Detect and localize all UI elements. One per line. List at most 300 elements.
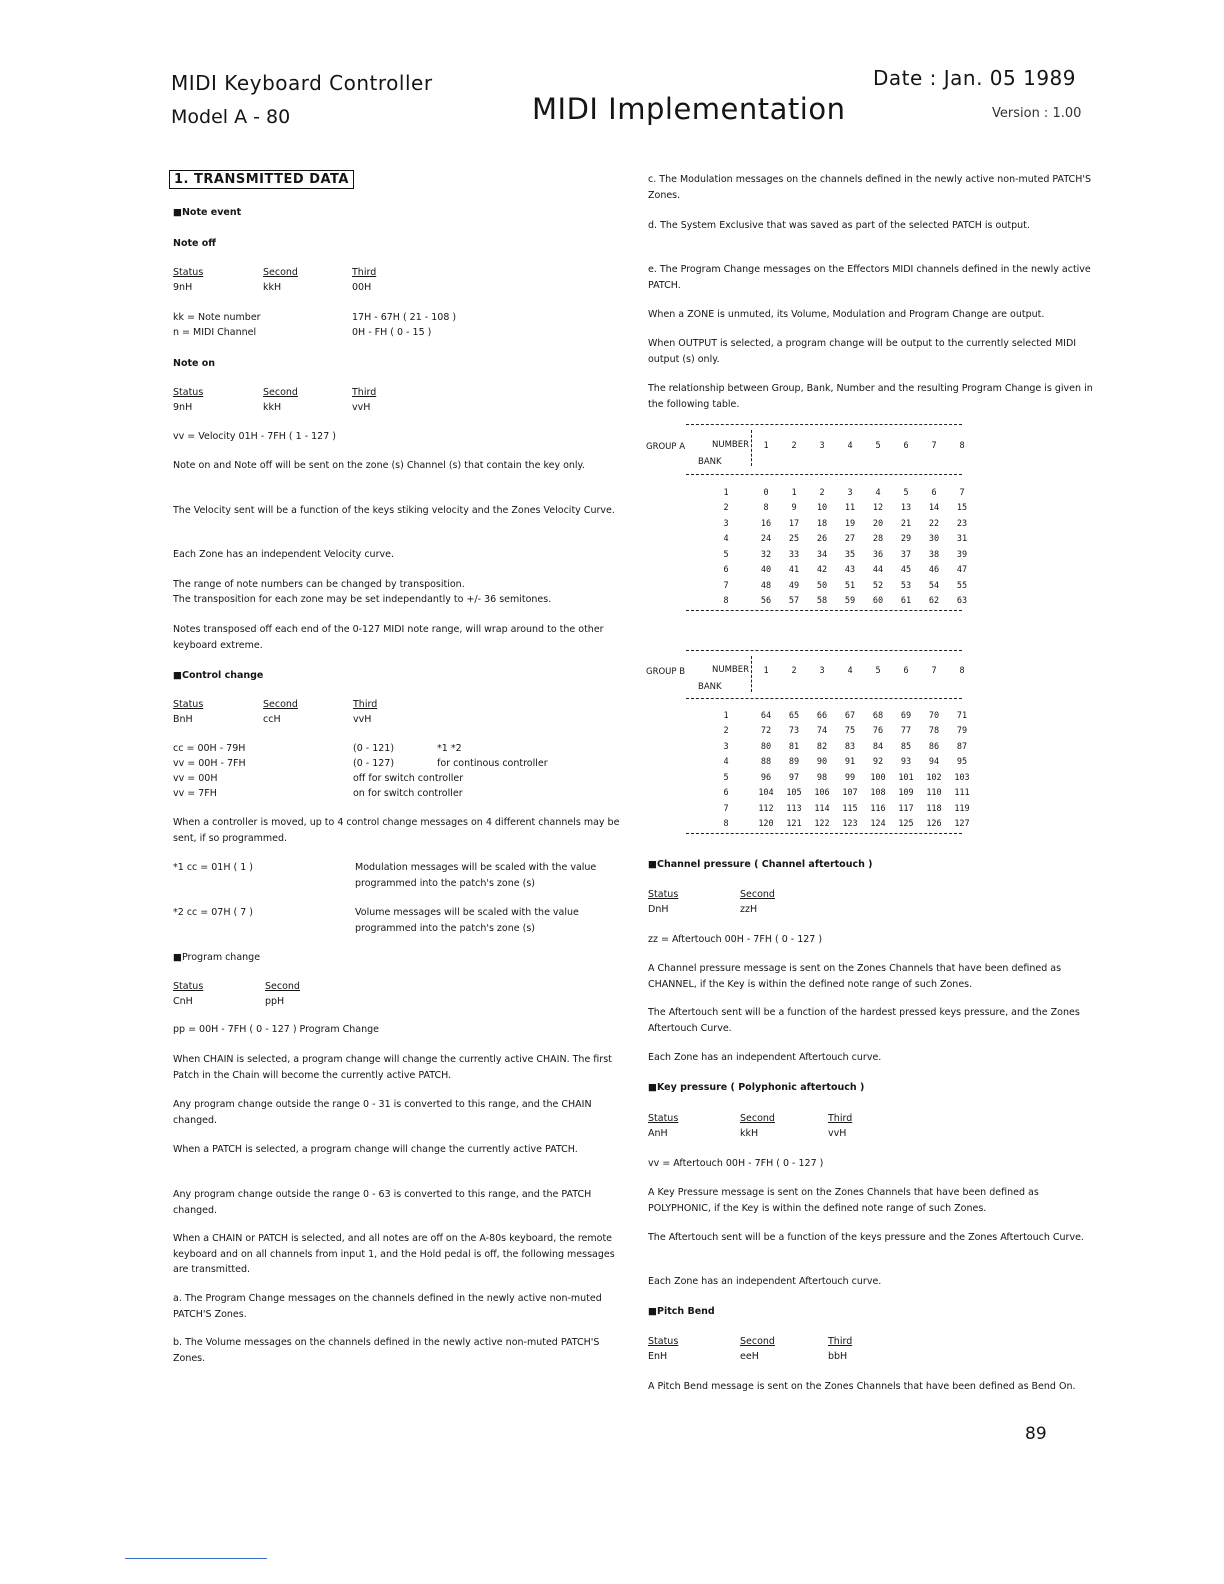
table-cell: 103	[954, 772, 970, 783]
table-cell: 95	[956, 757, 968, 768]
table-row	[700, 817, 976, 833]
kp-third-value: vvH	[828, 1128, 847, 1139]
table-cell: 55	[956, 580, 968, 591]
cc-def-range: (0 - 127)	[353, 758, 395, 769]
cc-footnote-2-text: Volume messages will be scaled with the value programmed into the patch's zone (s)	[355, 907, 579, 934]
table-cell: 112	[758, 803, 774, 814]
table-cell: 94	[928, 757, 940, 768]
pb-third-header: Third	[828, 1336, 853, 1347]
table-cell: 93	[900, 757, 912, 768]
column-header: 8	[959, 665, 965, 676]
note-on-third-header: Third	[352, 387, 377, 398]
table-cell: 114	[814, 803, 830, 814]
table-cell: 70	[928, 710, 940, 721]
table-cell: 72	[760, 726, 772, 737]
model-name: Model A - 80	[171, 106, 291, 128]
table-cell: 116	[870, 803, 886, 814]
table-cell: 109	[898, 788, 914, 799]
pc-status-value: CnH	[173, 996, 193, 1007]
pc-second-value: ppH	[265, 996, 285, 1007]
table-cell: 84	[872, 741, 884, 752]
note-off-status-header: Status	[173, 267, 204, 278]
channel-pressure-heading: ■Channel pressure ( Channel aftertouch )	[648, 859, 873, 870]
table-rule	[686, 698, 962, 699]
column-header: 5	[875, 665, 881, 676]
cc-footnote-1-text: Modulation messages will be scaled with the value programmed into the patch's zone (s)	[355, 862, 597, 889]
table-cell: 27	[844, 534, 856, 545]
bank-cell: 8	[723, 596, 729, 607]
column-header: 4	[847, 440, 853, 451]
table-cell: 51	[844, 580, 856, 591]
table-cell: 64	[760, 710, 772, 721]
pc-second-header: Second	[265, 981, 300, 992]
table-cell: 81	[788, 741, 800, 752]
table-cell: 83	[844, 741, 856, 752]
column-header: 4	[847, 665, 853, 676]
list-item: b. The Volume messages on the channels defined in the newly active non-muted PATCH'S Zones.	[173, 1337, 600, 1364]
page-title: MIDI Implementation	[532, 92, 846, 126]
column-header: 2	[791, 665, 797, 676]
table-cell: 97	[788, 772, 800, 783]
table-rule	[686, 650, 962, 651]
table-cell: 122	[814, 819, 830, 830]
bank-cell: 1	[723, 710, 729, 721]
cc-second-header: Second	[263, 699, 298, 710]
table-cell: 127	[954, 819, 970, 830]
table-cell: 49	[788, 580, 800, 591]
table-cell: 88	[760, 757, 772, 768]
paragraph: The Aftertouch sent will be a function of the keys pressure and the Zones Aftertouch Curve.	[648, 1232, 1084, 1243]
table-row	[700, 724, 976, 740]
velocity-def: vv = Velocity 01H - 7FH ( 1 - 127 )	[173, 431, 336, 442]
document-version: Version : 1.00	[992, 106, 1082, 121]
table-cell: 108	[870, 788, 886, 799]
table-cell: 39	[956, 549, 968, 560]
table-cell: 53	[900, 580, 912, 591]
table-cell: 119	[954, 803, 970, 814]
table-cell: 2	[819, 487, 825, 498]
bank-cell: 5	[723, 772, 729, 783]
table-row	[700, 532, 976, 548]
note-on-second-value: kkH	[263, 402, 282, 413]
table-cell: 117	[898, 803, 914, 814]
table-cell: 31	[956, 534, 968, 545]
paragraph: When a CHAIN or PATCH is selected, and all notes are off on the A-80s keyboard, the remote keyboard and on all channels from input 1, and the Hold pedal is off, the following messages are transmitted.	[173, 1233, 615, 1275]
paragraph: The Aftertouch sent will be a function of the hardest pressed keys pressure, and the Zones Aftertouch Curve.	[648, 1007, 1080, 1034]
program-change-heading: ■Program change	[173, 952, 261, 963]
table-cell: 63	[956, 596, 968, 607]
column-header: 8	[959, 440, 965, 451]
cc-third-header: Third	[353, 699, 378, 710]
column-header: 7	[931, 665, 937, 676]
bank-cell: 7	[723, 803, 729, 814]
bank-cell: 8	[723, 819, 729, 830]
note-number-def-value: 17H - 67H ( 21 - 108 )	[352, 312, 457, 323]
paragraph: Each Zone has an independent Aftertouch curve.	[648, 1276, 882, 1287]
table-rule	[686, 474, 962, 475]
column-header: 7	[931, 440, 937, 451]
table-row	[700, 755, 976, 771]
table-cell: 78	[928, 726, 940, 737]
table-cell: 69	[900, 710, 912, 721]
table-row	[700, 708, 976, 724]
note-on-status-header: Status	[173, 387, 204, 398]
cc-def-note: off for switch controller	[353, 773, 464, 784]
table-cell: 36	[872, 549, 884, 560]
group-a-number-header	[752, 438, 976, 454]
square-bullet-icon: ■	[648, 1306, 657, 1317]
table-cell: 106	[814, 788, 830, 799]
note-number-def-label: kk = Note number	[173, 312, 261, 323]
table-cell: 104	[758, 788, 774, 799]
cc-def-note: for continous controller	[437, 758, 548, 769]
table-cell: 89	[788, 757, 800, 768]
column-header: 1	[763, 440, 769, 451]
table-row	[700, 547, 976, 563]
cc-def-label: vv = 00H - 7FH	[173, 758, 246, 769]
table-cell: 57	[788, 596, 800, 607]
paragraph: Any program change outside the range 0 - 31 is converted to this range, and the CHAIN changed.	[173, 1099, 592, 1126]
bank-cell: 3	[723, 518, 729, 529]
table-row	[700, 801, 976, 817]
group-b-number-header	[752, 663, 976, 679]
square-bullet-icon: ■	[173, 207, 182, 218]
table-row	[700, 739, 976, 755]
cc-def-label: vv = 00H	[173, 773, 218, 784]
table-row	[700, 485, 976, 501]
note-on-status-value: 9nH	[173, 402, 193, 413]
table-cell: 4	[875, 487, 881, 498]
cp-status-header: Status	[648, 889, 679, 900]
table-cell: 17	[788, 518, 800, 529]
table-cell: 24	[760, 534, 772, 545]
paragraph: When OUTPUT is selected, a program change will be output to the currently selected MIDI output (s) only.	[648, 338, 1077, 365]
table-cell: 3	[847, 487, 853, 498]
table-cell: 44	[872, 565, 884, 576]
table-cell: 82	[816, 741, 828, 752]
cc-def-range: (0 - 121)	[353, 743, 395, 754]
note-event-heading: ■Note event	[173, 207, 242, 218]
paragraph: A Key Pressure message is sent on the Zones Channels that have been defined as POLYPHONIC, if the Key is within the defined note range of such Zones.	[648, 1187, 1039, 1214]
table-cell: 65	[788, 710, 800, 721]
table-cell: 12	[872, 503, 884, 514]
table-cell: 14	[928, 503, 940, 514]
table-cell: 92	[872, 757, 884, 768]
table-cell: 54	[928, 580, 940, 591]
table-row	[700, 516, 976, 532]
table-cell: 105	[786, 788, 802, 799]
table-cell: 107	[842, 788, 858, 799]
table-row	[700, 578, 976, 594]
paragraph: The relationship between Group, Bank, Number and the resulting Program Change is given in the following table.	[648, 383, 1093, 410]
table-cell: 67	[844, 710, 856, 721]
table-cell: 42	[816, 565, 828, 576]
paragraph: The range of note numbers can be changed by transposition.	[173, 579, 465, 590]
table-cell: 86	[928, 741, 940, 752]
bank-cell: 3	[723, 741, 729, 752]
square-bullet-icon: ■	[173, 952, 182, 963]
column-header: 3	[819, 440, 825, 451]
bank-cell: 4	[723, 534, 729, 545]
bank-cell: 1	[723, 487, 729, 498]
table-cell: 102	[926, 772, 942, 783]
cc-status-header: Status	[173, 699, 204, 710]
table-cell: 66	[816, 710, 828, 721]
cc-footnote-2-label: *2 cc = 07H ( 7 )	[173, 907, 254, 918]
page-number: 89	[1025, 1424, 1047, 1444]
cc-third-value: vvH	[353, 714, 372, 725]
bank-cell: 4	[723, 757, 729, 768]
paragraph: Each Zone has an independent Aftertouch curve.	[648, 1052, 882, 1063]
table-cell: 20	[872, 518, 884, 529]
table-cell: 34	[816, 549, 828, 560]
table-row	[700, 770, 976, 786]
table-cell: 7	[959, 487, 965, 498]
table-cell: 47	[956, 565, 968, 576]
square-bullet-icon: ■	[173, 670, 182, 681]
table-cell: 126	[926, 819, 942, 830]
bank-cell: 6	[723, 788, 729, 799]
note-on-third-value: vvH	[352, 402, 371, 413]
list-item: a. The Program Change messages on the channels defined in the newly active non-muted PATCH'S Zones.	[173, 1293, 602, 1320]
table-cell: 59	[844, 596, 856, 607]
kp-status-header: Status	[648, 1113, 679, 1124]
table-cell: 98	[816, 772, 828, 783]
table-cell: 87	[956, 741, 968, 752]
column-header: 6	[903, 440, 909, 451]
table-cell: 77	[900, 726, 912, 737]
column-header: 1	[763, 665, 769, 676]
table-cell: 23	[956, 518, 968, 529]
table-cell: 96	[760, 772, 772, 783]
note-off-third-value: 00H	[352, 282, 372, 293]
pitch-bend-heading: ■Pitch Bend	[648, 1306, 715, 1317]
table-cell: 41	[788, 565, 800, 576]
table-cell: 38	[928, 549, 940, 560]
table-cell: 80	[760, 741, 772, 752]
table-rule	[686, 610, 962, 611]
list-item: d. The System Exclusive that was saved as part of the selected PATCH is output.	[648, 220, 1030, 231]
cc-status-value: BnH	[173, 714, 193, 725]
group-a-body	[700, 485, 976, 609]
group-a-label: GROUP A	[646, 442, 686, 452]
product-name: MIDI Keyboard Controller	[171, 71, 433, 95]
cc-def-label: vv = 7FH	[173, 788, 217, 799]
table-cell: 123	[842, 819, 858, 830]
midi-channel-def-label: n = MIDI Channel	[173, 327, 257, 338]
paragraph: Each Zone has an independent Velocity curve.	[173, 549, 394, 560]
table-cell: 121	[786, 819, 802, 830]
table-cell: 11	[844, 503, 856, 514]
kp-second-value: kkH	[740, 1128, 759, 1139]
table-cell: 46	[928, 565, 940, 576]
table-cell: 21	[900, 518, 912, 529]
table-cell: 5	[903, 487, 909, 498]
table-cell: 73	[788, 726, 800, 737]
table-cell: 26	[816, 534, 828, 545]
square-bullet-icon: ■	[648, 1082, 657, 1093]
table-cell: 74	[816, 726, 828, 737]
table-cell: 50	[816, 580, 828, 591]
table-cell: 111	[954, 788, 970, 799]
table-cell: 110	[926, 788, 942, 799]
note-off-second-value: kkH	[263, 282, 282, 293]
table-cell: 76	[872, 726, 884, 737]
table-cell: 125	[898, 819, 914, 830]
table-cell: 32	[760, 549, 772, 560]
paragraph: Any program change outside the range 0 - 63 is converted to this range, and the PATCH changed.	[173, 1189, 592, 1216]
cc-second-value: ccH	[263, 714, 281, 725]
table-cell: 58	[816, 596, 828, 607]
table-row	[700, 594, 976, 610]
note-off-third-header: Third	[352, 267, 377, 278]
table-cell: 79	[956, 726, 968, 737]
square-bullet-icon: ■	[648, 859, 657, 870]
table-cell: 45	[900, 565, 912, 576]
table-cell: 40	[760, 565, 772, 576]
table-cell: 118	[926, 803, 942, 814]
paragraph: Notes transposed off each end of the 0-127 MIDI note range, will wrap around to the other keyboard extreme.	[173, 624, 604, 651]
column-header: 6	[903, 665, 909, 676]
table-cell: 9	[791, 503, 797, 514]
table-cell: 100	[870, 772, 886, 783]
paragraph: A Channel pressure message is sent on the Zones Channels that have been defined as CHANNEL, if the Key is within the defined note range of such Zones.	[648, 963, 1062, 990]
group-b-body	[700, 708, 976, 832]
paragraph: Note on and Note off will be sent on the zone (s) Channel (s) that contain the key only.	[173, 460, 585, 471]
table-cell: 22	[928, 518, 940, 529]
pc-status-header: Status	[173, 981, 204, 992]
note-off-second-header: Second	[263, 267, 298, 278]
table-cell: 91	[844, 757, 856, 768]
table-cell: 71	[956, 710, 968, 721]
table-cell: 8	[763, 503, 769, 514]
pb-status-value: EnH	[648, 1351, 668, 1362]
table-rule	[686, 424, 962, 425]
table-cell: 29	[900, 534, 912, 545]
control-change-heading: ■Control change	[173, 670, 264, 681]
cc-def-note: on for switch controller	[353, 788, 463, 799]
note-off-heading: Note off	[173, 238, 216, 249]
number-label: NUMBER	[712, 665, 750, 675]
pb-third-value: bbH	[828, 1351, 848, 1362]
table-cell: 113	[786, 803, 802, 814]
table-cell: 68	[872, 710, 884, 721]
table-cell: 35	[844, 549, 856, 560]
table-cell: 18	[816, 518, 828, 529]
paragraph: When CHAIN is selected, a program change will change the currently active CHAIN. The first Patch in the Chain will become the currently active PATCH.	[173, 1054, 612, 1081]
table-row	[700, 563, 976, 579]
column-header: 3	[819, 665, 825, 676]
table-cell: 30	[928, 534, 940, 545]
table-cell: 13	[900, 503, 912, 514]
pc-def: pp = 00H - 7FH ( 0 - 127 ) Program Change	[173, 1024, 380, 1035]
table-cell: 16	[760, 518, 772, 529]
paragraph: The transposition for each zone may be set independantly to +/- 36 semitones.	[173, 594, 552, 605]
section-title: 1. TRANSMITTED DATA	[169, 170, 354, 189]
paragraph: When a controller is moved, up to 4 control change messages on 4 different channels may be sent, if so programmed.	[173, 817, 620, 844]
table-cell: 115	[842, 803, 858, 814]
paragraph: When a ZONE is unmuted, its Volume, Modulation and Program Change are output.	[648, 309, 1045, 320]
table-row	[700, 501, 976, 517]
bank-cell: 2	[723, 726, 729, 737]
table-cell: 43	[844, 565, 856, 576]
list-item: e. The Program Change messages on the Effectors MIDI channels defined in the newly active PATCH.	[648, 264, 1091, 291]
table-cell: 19	[844, 518, 856, 529]
kp-status-value: AnH	[648, 1128, 668, 1139]
bank-label: BANK	[698, 682, 722, 692]
table-cell: 56	[760, 596, 772, 607]
paragraph: When a PATCH is selected, a program change will change the currently active PATCH.	[173, 1144, 578, 1155]
table-cell: 6	[931, 487, 937, 498]
key-pressure-heading: ■Key pressure ( Polyphonic aftertouch )	[648, 1082, 865, 1093]
note-on-second-header: Second	[263, 387, 298, 398]
table-cell: 37	[900, 549, 912, 560]
paragraph: The Velocity sent will be a function of the keys stiking velocity and the Zones Velocity Curve.	[173, 505, 615, 516]
table-cell: 60	[872, 596, 884, 607]
table-cell: 75	[844, 726, 856, 737]
number-label: NUMBER	[712, 440, 750, 450]
table-rule	[686, 833, 962, 834]
cp-status-value: DnH	[648, 904, 669, 915]
cc-footnote-1-label: *1 cc = 01H ( 1 )	[173, 862, 254, 873]
midi-channel-def-value: 0H - FH ( 0 - 15 )	[352, 327, 432, 338]
cc-def-label: cc = 00H - 79H	[173, 743, 246, 754]
table-row	[700, 786, 976, 802]
note-on-heading: Note on	[173, 358, 216, 369]
table-cell: 85	[900, 741, 912, 752]
table-cell: 28	[872, 534, 884, 545]
kp-third-header: Third	[828, 1113, 853, 1124]
kp-def: vv = Aftertouch 00H - 7FH ( 0 - 127 )	[648, 1158, 824, 1169]
bank-label: BANK	[698, 457, 722, 467]
list-item: c. The Modulation messages on the channels defined in the newly active non-muted PATCH'S Zones.	[648, 174, 1091, 201]
note-off-status-value: 9nH	[173, 282, 193, 293]
cp-second-value: zzH	[740, 904, 758, 915]
bank-cell: 6	[723, 565, 729, 576]
document-date: Date : Jan. 05 1989	[873, 66, 1077, 90]
table-cell: 10	[816, 503, 828, 514]
table-cell: 120	[758, 819, 774, 830]
table-cell: 62	[928, 596, 940, 607]
table-cell: 101	[898, 772, 914, 783]
table-cell: 90	[816, 757, 828, 768]
cp-def: zz = Aftertouch 00H - 7FH ( 0 - 127 )	[648, 934, 823, 945]
bank-cell: 5	[723, 549, 729, 560]
table-cell: 0	[763, 487, 769, 498]
scan-underline	[125, 1558, 267, 1559]
table-cell: 124	[870, 819, 886, 830]
table-cell: 25	[788, 534, 800, 545]
column-header: 5	[875, 440, 881, 451]
cp-second-header: Second	[740, 889, 775, 900]
pb-status-header: Status	[648, 1336, 679, 1347]
cc-def-note: *1 *2	[437, 743, 462, 754]
table-cell: 33	[788, 549, 800, 560]
table-cell: 61	[900, 596, 912, 607]
table-cell: 52	[872, 580, 884, 591]
column-header: 2	[791, 440, 797, 451]
table-cell: 48	[760, 580, 772, 591]
pb-second-value: eeH	[740, 1351, 759, 1362]
table-cell: 99	[844, 772, 856, 783]
table-cell: 15	[956, 503, 968, 514]
kp-second-header: Second	[740, 1113, 775, 1124]
group-b-label: GROUP B	[646, 667, 686, 677]
pb-second-header: Second	[740, 1336, 775, 1347]
table-cell: 1	[791, 487, 797, 498]
bank-cell: 7	[723, 580, 729, 591]
paragraph: A Pitch Bend message is sent on the Zones Channels that have been defined as Bend On.	[648, 1381, 1076, 1392]
